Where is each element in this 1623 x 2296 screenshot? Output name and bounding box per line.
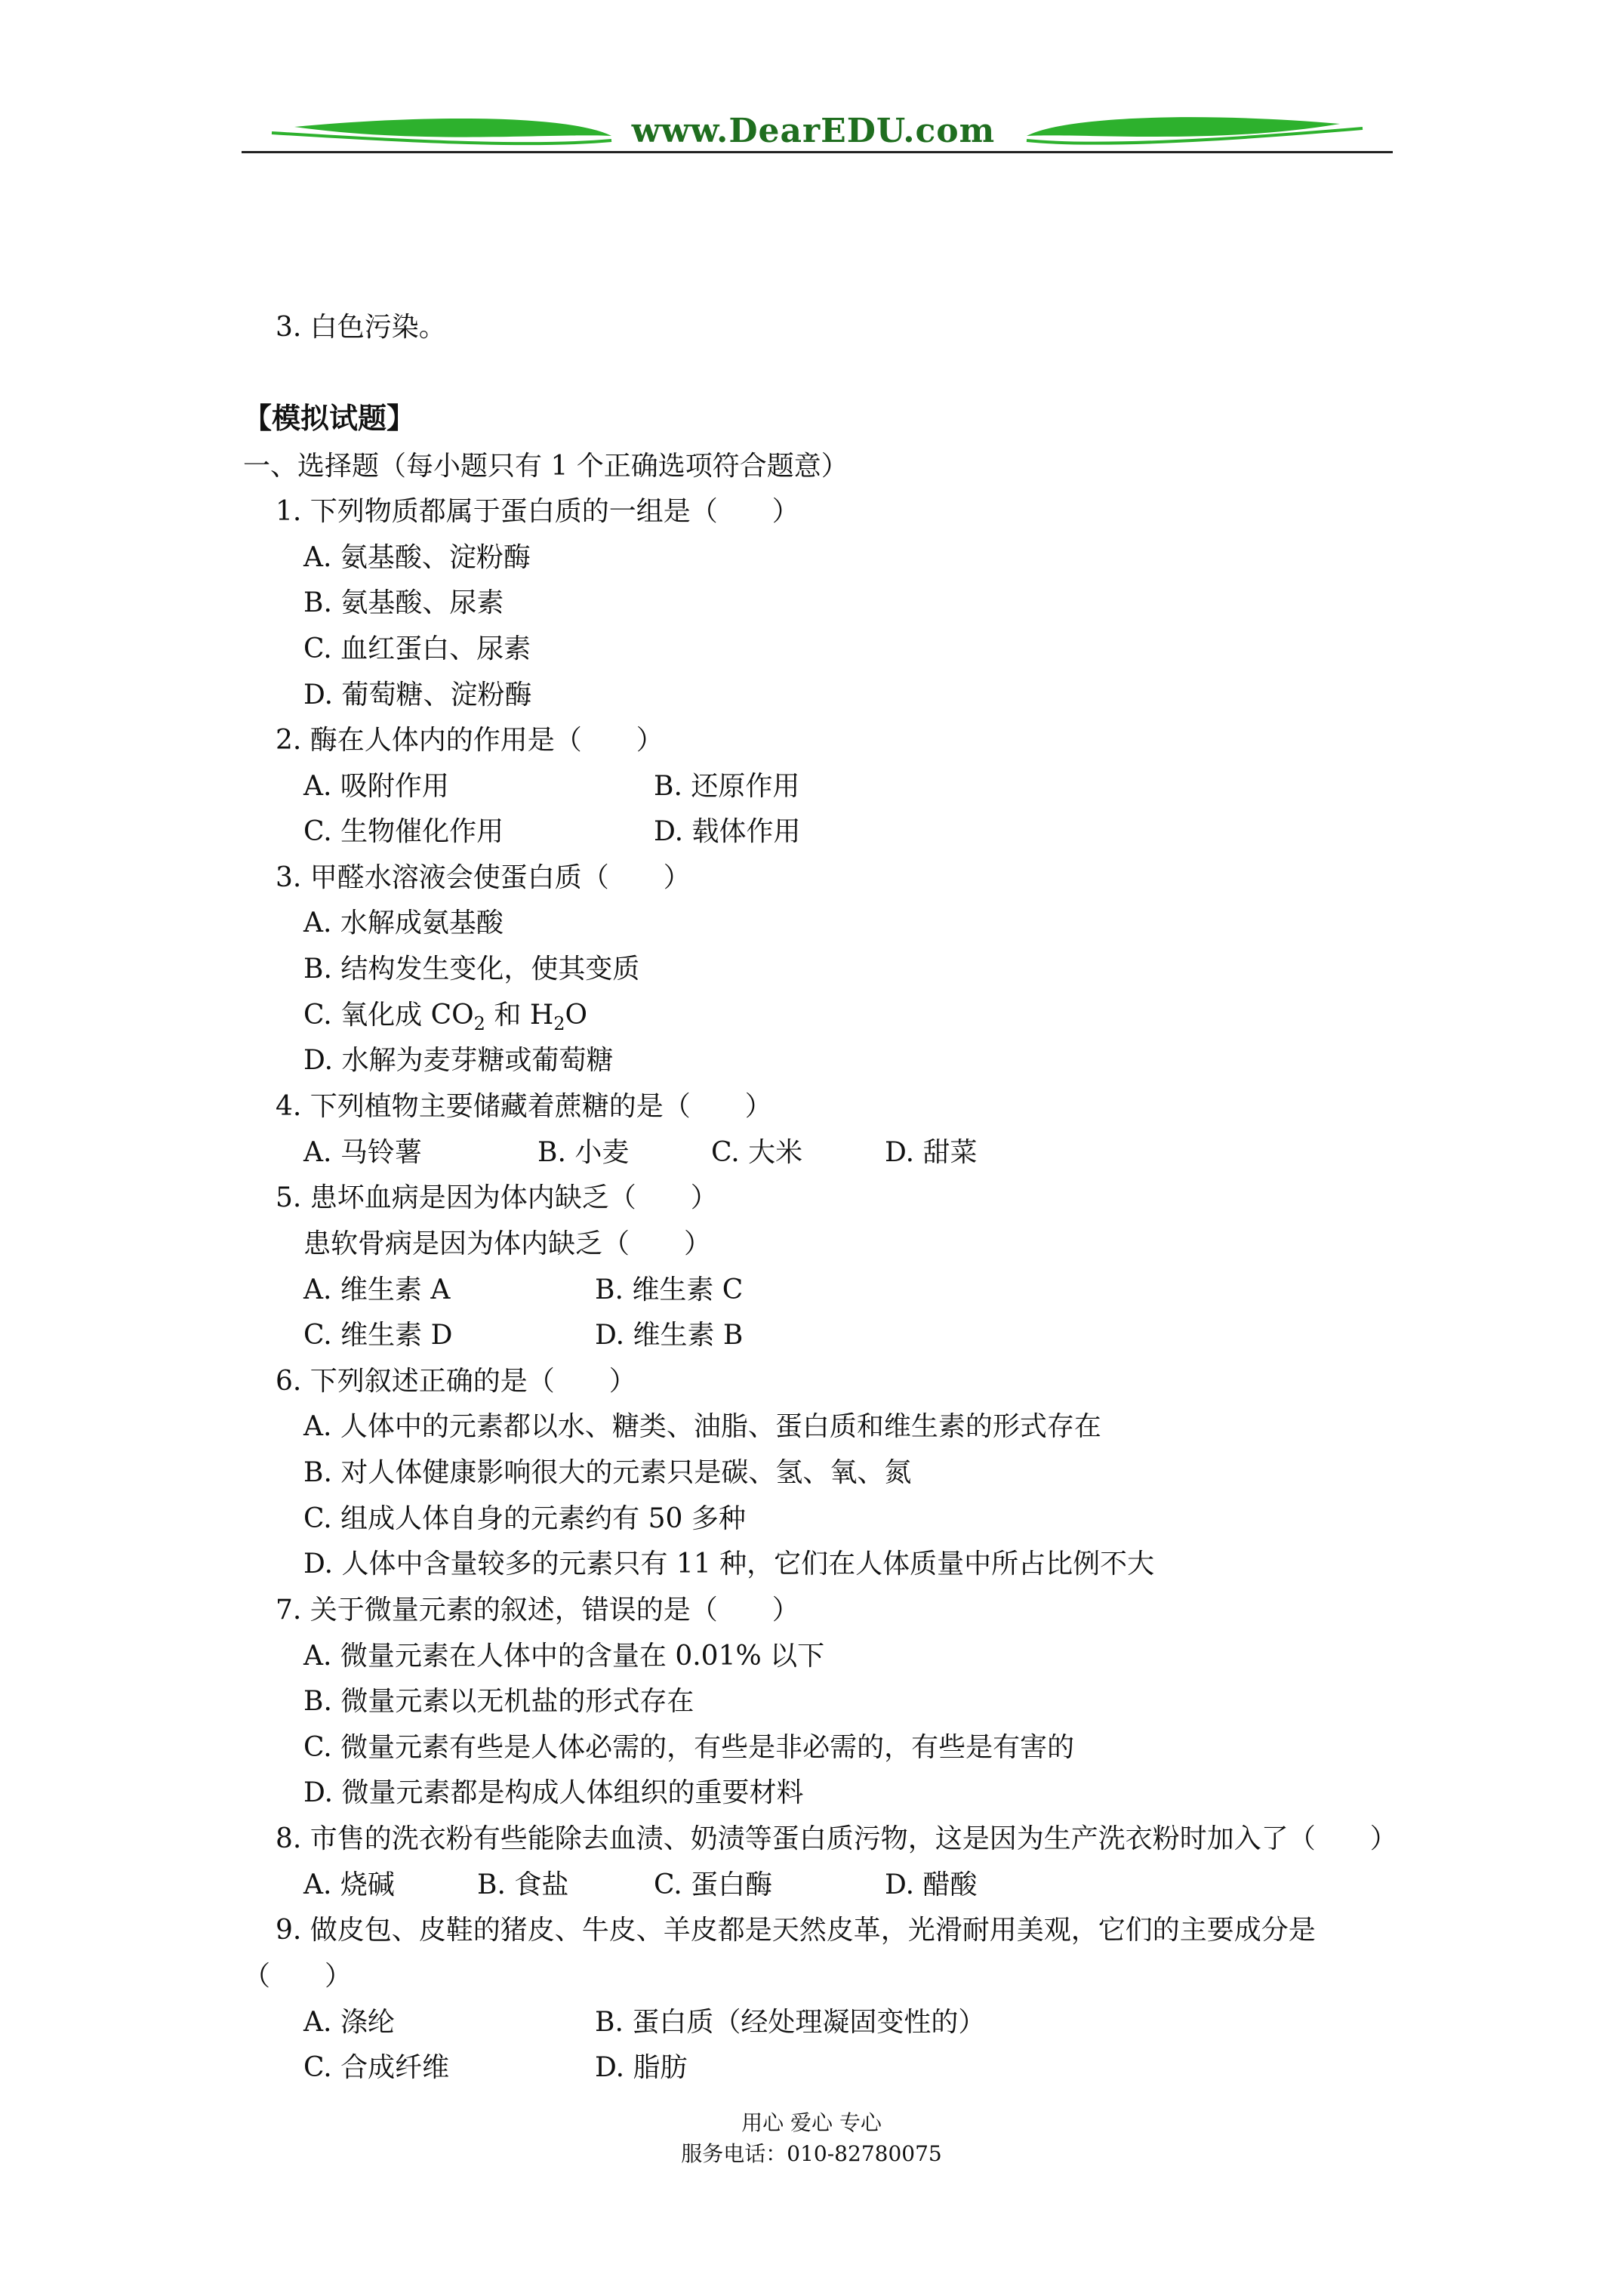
option-c-prefix: C. 氧化成 CO xyxy=(303,1000,474,1031)
footer-phone: 服务电话：010-82780075 xyxy=(681,2141,942,2166)
question-1-option-c[interactable]: C. 血红蛋白、尿素 xyxy=(303,633,531,664)
question-7-option-c[interactable]: C. 微量元素有些是人体必需的，有些是非必需的，有些是有害的 xyxy=(303,1732,1075,1763)
question-1-option-a[interactable]: A. 氨基酸、淀粉酶 xyxy=(303,542,531,573)
question-2-option-b[interactable]: B. 还原作用 xyxy=(654,771,800,802)
question-6-option-b[interactable]: B. 对人体健康影响很大的元素只是碳、氢、氧、氮 xyxy=(303,1457,912,1488)
question-2-stem: 2. 酶在人体内的作用是（ ） xyxy=(276,725,664,756)
section-title: 【模拟试题】 xyxy=(243,401,416,435)
part-heading: 一、选择题（每小题只有 1 个正确选项符合题意） xyxy=(243,451,848,482)
site-logo-text[interactable]: www.DearEDU.com xyxy=(631,112,996,150)
question-3-option-d[interactable]: D. 水解为麦芽糖或葡萄糖 xyxy=(303,1045,614,1076)
question-6-option-c[interactable]: C. 组成人体自身的元素约有 50 多种 xyxy=(303,1503,746,1534)
question-5-stem-1: 5. 患坏血病是因为体内缺乏（ ） xyxy=(276,1182,718,1213)
question-3-option-a[interactable]: A. 水解成氨基酸 xyxy=(303,908,504,938)
question-4-option-d[interactable]: D. 甜菜 xyxy=(885,1137,978,1168)
question-9-option-b[interactable]: B. 蛋白质（经处理凝固变性的） xyxy=(595,2007,986,2038)
question-7-option-a[interactable]: A. 微量元素在人体中的含量在 0.01% 以下 xyxy=(303,1641,825,1672)
question-7-stem: 7. 关于微量元素的叙述，错误的是（ ） xyxy=(276,1595,799,1626)
option-c-mid: 和 H xyxy=(485,1000,554,1031)
question-4-option-b[interactable]: B. 小麦 xyxy=(537,1137,630,1168)
question-5-option-c[interactable]: C. 维生素 D xyxy=(303,1320,453,1351)
question-5-stem-2: 患软骨病是因为体内缺乏（ ） xyxy=(303,1228,712,1259)
intro-item: 3. 白色污染。 xyxy=(276,312,446,343)
question-1-stem: 1. 下列物质都属于蛋白质的一组是（ ） xyxy=(276,496,799,527)
question-8-option-b[interactable]: B. 食盐 xyxy=(477,1869,569,1900)
header-divider xyxy=(242,151,1393,153)
question-8-option-c[interactable]: C. 蛋白酶 xyxy=(654,1869,773,1900)
question-9-stem-2: （ ） xyxy=(243,1961,353,1992)
question-1-option-b[interactable]: B. 氨基酸、尿素 xyxy=(303,587,504,618)
question-2-option-a[interactable]: A. 吸附作用 xyxy=(303,771,449,802)
subscript-2: 2 xyxy=(473,1013,485,1035)
question-6-option-d[interactable]: D. 人体中含量较多的元素只有 11 种，它们在人体质量中所占比例不大 xyxy=(303,1549,1155,1579)
question-7-option-b[interactable]: B. 微量元素以无机盐的形式存在 xyxy=(303,1686,694,1717)
question-8-option-d[interactable]: D. 醋酸 xyxy=(885,1869,978,1900)
question-6-stem: 6. 下列叙述正确的是（ ） xyxy=(276,1366,636,1397)
question-9-option-d[interactable]: D. 脂肪 xyxy=(595,2052,688,2083)
question-9-option-c[interactable]: C. 合成纤维 xyxy=(303,2052,450,2083)
question-4-option-c[interactable]: C. 大米 xyxy=(711,1137,803,1168)
question-1-option-d[interactable]: D. 葡萄糖、淀粉酶 xyxy=(303,680,532,710)
question-3-option-c[interactable] xyxy=(303,999,587,1040)
footer-slogan: 用心 爱心 专心 xyxy=(741,2110,882,2135)
question-3-option-b[interactable]: B. 结构发生变化，使其变质 xyxy=(303,954,640,985)
question-7-option-d[interactable]: D. 微量元素都是构成人体组织的重要材料 xyxy=(303,1777,804,1808)
option-c-suffix: O xyxy=(565,1000,588,1031)
question-9-option-a[interactable]: A. 涤纶 xyxy=(303,2007,395,2038)
question-3-stem: 3. 甲醛水溶液会使蛋白质（ ） xyxy=(276,862,691,893)
question-9-stem-1: 9. 做皮包、皮鞋的猪皮、牛皮、羊皮都是天然皮革，光滑耐用美观，它们的主要成分是 xyxy=(276,1915,1316,1946)
site-banner xyxy=(242,106,1393,166)
question-8-option-a[interactable]: A. 烧碱 xyxy=(303,1869,395,1900)
question-5-option-a[interactable]: A. 维生素 A xyxy=(303,1274,451,1305)
question-5-option-d[interactable]: D. 维生素 B xyxy=(595,1320,744,1351)
subscript-2: 2 xyxy=(553,1013,565,1035)
question-8-stem: 8. 市售的洗衣粉有些能除去血渍、奶渍等蛋白质污物，这是因为生产洗衣粉时加入了（ ） xyxy=(276,1823,1397,1854)
question-2-option-d[interactable]: D. 载体作用 xyxy=(654,816,801,847)
question-4-option-a[interactable]: A. 马铃薯 xyxy=(303,1137,422,1168)
question-5-option-b[interactable]: B. 维生素 C xyxy=(595,1274,744,1305)
question-4-stem: 4. 下列植物主要储藏着蔗糖的是（ ） xyxy=(276,1091,772,1122)
question-2-option-c[interactable]: C. 生物催化作用 xyxy=(303,816,504,847)
question-6-option-a[interactable]: A. 人体中的元素都以水、糖类、油脂、蛋白质和维生素的形式存在 xyxy=(303,1411,1101,1442)
